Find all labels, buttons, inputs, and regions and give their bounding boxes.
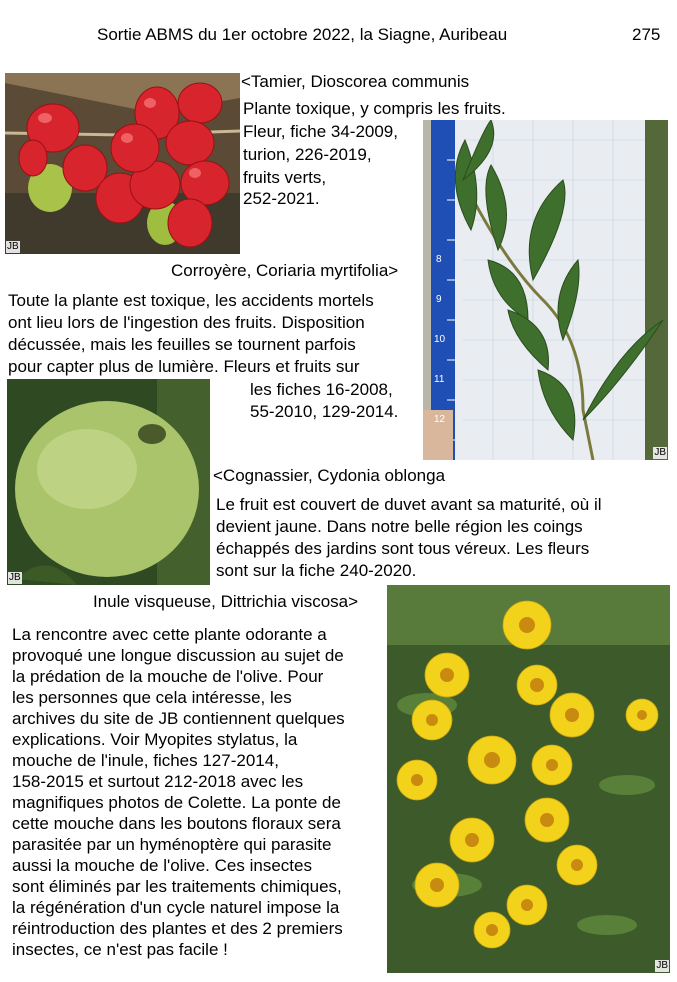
cognassier-line: échappés des jardins sont tous véreux. Les fleurs (216, 539, 590, 558)
tamier-line: turion, 226-2019, (243, 145, 372, 164)
corroyere-line: Toute la plante est toxique, les accidents mortels (8, 291, 374, 310)
inule-line: aussi la mouche de l'olive. Ces insectes (12, 856, 312, 875)
corroyere-line: pour capter plus de lumière. Fleurs et fruits sur (8, 357, 360, 376)
ruler-tick-label: 12 (434, 414, 446, 425)
inula-flowers-photo (387, 585, 670, 973)
ruler-tick-label: 9 (436, 294, 442, 305)
inule-line: archives du site de JB contiennent quelques (12, 709, 345, 728)
inule-paragraph (12, 624, 345, 960)
photo-credit: JB (654, 447, 666, 458)
inule-line: réintroduction des plantes et des 2 premiers (12, 919, 343, 938)
inule-line: magnifiques photos de Colette. La ponte de (12, 793, 341, 812)
photo-credit: JB (9, 572, 21, 583)
inule-line: mouche de l'inule, fiches 127-2014, (12, 751, 279, 770)
coriaria-branch-photo (423, 120, 668, 460)
corroyere-line: ont lieu lors de l'ingestion des fruits. Disposition (8, 313, 365, 332)
photo-credit: JB (7, 241, 19, 252)
inule-line: sont éliminés par les traitements chimiques, (12, 877, 342, 896)
ruler-tick-label: 11 (434, 374, 445, 385)
cognassier-heading: <Cognassier, Cydonia oblonga (213, 466, 446, 485)
corroyere-line: les fiches 16-2008, (250, 380, 393, 399)
tamier-line: Fleur, fiche 34-2009, (243, 122, 398, 141)
inule-line: parasitée par un hyménoptère qui parasite (12, 835, 332, 854)
inule-line: provoqué une longue discussion au sujet de (12, 646, 344, 665)
corroyere-line: 55-2010, 129-2014. (250, 402, 399, 421)
ruler-tick-label: 8 (436, 254, 442, 265)
cognassier-line: Le fruit est couvert de duvet avant sa maturité, où il (216, 495, 602, 514)
cognassier-line: sont sur la fiche 240-2020. (216, 561, 417, 580)
inule-line: la prédation de la mouche de l'olive. Pour (12, 667, 324, 686)
inule-line: explications. Voir Myopites stylatus, la (12, 730, 298, 749)
inule-line: 158-2015 et surtout 212-2018 avec les (12, 772, 304, 791)
tamier-line: fruits verts, (243, 168, 327, 187)
quince-fruit-photo (7, 379, 210, 585)
tamier-line: 252-2021. (243, 189, 320, 208)
ruler-tick-label: 10 (434, 334, 446, 345)
tamier-heading: <Tamier, Dioscorea communis (241, 72, 470, 91)
corroyere-line: décussée, mais les feuilles se tournent parfois (8, 335, 356, 354)
inule-line: La rencontre avec cette plante odorante a (12, 625, 327, 644)
inule-line: la régénération d'un cycle naturel impose la (12, 898, 340, 917)
photo-credit: JB (656, 960, 668, 971)
inule-line: cette mouche dans les boutons floraux sera (12, 814, 341, 833)
tamier-berries-photo (5, 73, 240, 254)
inule-line: les personnes que cela intéresse, les (12, 688, 292, 707)
inule-heading: Inule visqueuse, Dittrichia viscosa> (93, 592, 359, 611)
page-title: Sortie ABMS du 1er octobre 2022, la Siagne, Auribeau (97, 25, 508, 44)
corroyere-heading: Corroyère, Coriaria myrtifolia> (171, 261, 399, 280)
cognassier-line: devient jaune. Dans notre belle région les coings (216, 517, 583, 536)
inule-line: insectes, ce n'est pas facile ! (12, 940, 228, 959)
page-number: 275 (632, 25, 661, 44)
tamier-line: Plante toxique, y compris les fruits. (243, 99, 506, 118)
